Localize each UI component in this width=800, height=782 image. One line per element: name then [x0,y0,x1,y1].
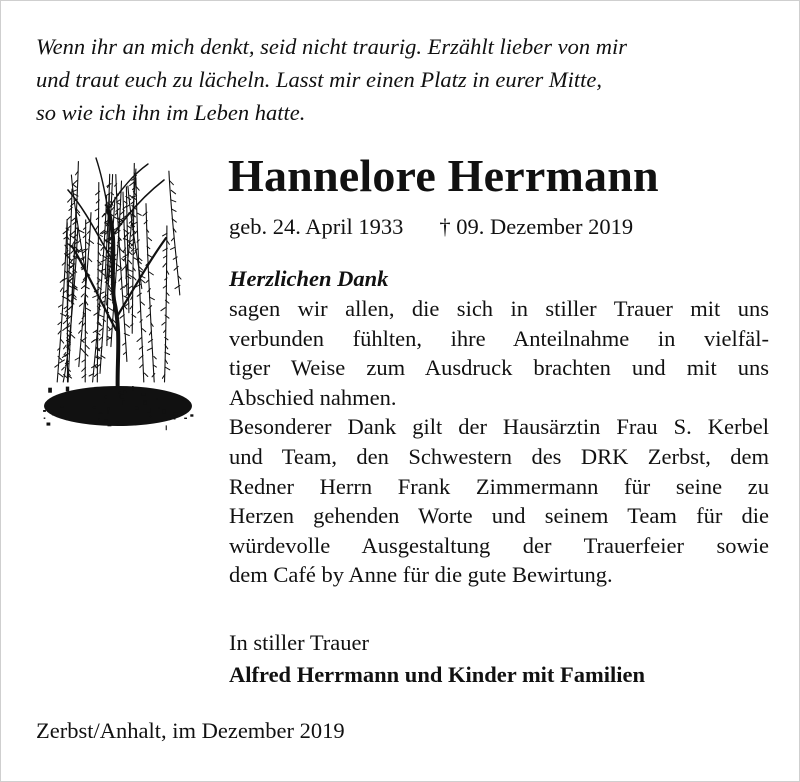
thanks-line: Herzen gehenden Worte und seinem Team für die [229,503,769,529]
thanks-line: Abschied nahmen. [229,384,397,410]
thanks-line: tiger Weise zum Ausdruck brachten und mit uns [229,355,769,381]
memorial-motto [36,30,776,129]
family-signature: Alfred Herrmann und Kinder mit Familien [229,662,646,687]
thanks-text [229,294,769,590]
thanks-line: und Team, den Schwestern des DRK Zerbst, dem [229,443,769,469]
thanks-heading: Herzlichen Dank [229,266,389,291]
thanks-line: Besonderer Dank gilt der Hausärztin Frau S. Kerbel [229,414,769,440]
weeping-willow-tree-icon [38,150,194,440]
deceased-name: Hannelore Herrmann [228,150,659,201]
motto-line: so wie ich ihn im Leben hatte. [36,100,306,125]
birth-date: geb. 24. April 1933 [229,214,404,239]
life-dates [229,212,633,242]
thanks-line: Redner Herrn Frank Zimmermann für seine zu [229,473,769,499]
motto-line: Wenn ihr an mich denkt, seid nicht traurig. Erzählt lieber von mir [36,34,627,59]
death-date: † 09. Dezember 2019 [439,214,634,239]
thanks-line: verbunden fühlten, ihre Anteilnahme in vielfäl- [229,325,769,351]
place-and-date: Zerbst/Anhalt, im Dezember 2019 [36,718,345,743]
motto-line: und traut euch zu lächeln. Lasst mir einen Platz in eurer Mitte, [36,67,602,92]
thanks-line: dem Café by Anne für die gute Bewirtung. [229,562,613,588]
thanks-line: sagen wir allen, die sich in stiller Trauer mit uns [229,296,769,321]
thanks-line: würdevolle Ausgestaltung der Trauerfeier sowie [229,532,769,558]
grief-line: In stiller Trauer [229,630,369,655]
